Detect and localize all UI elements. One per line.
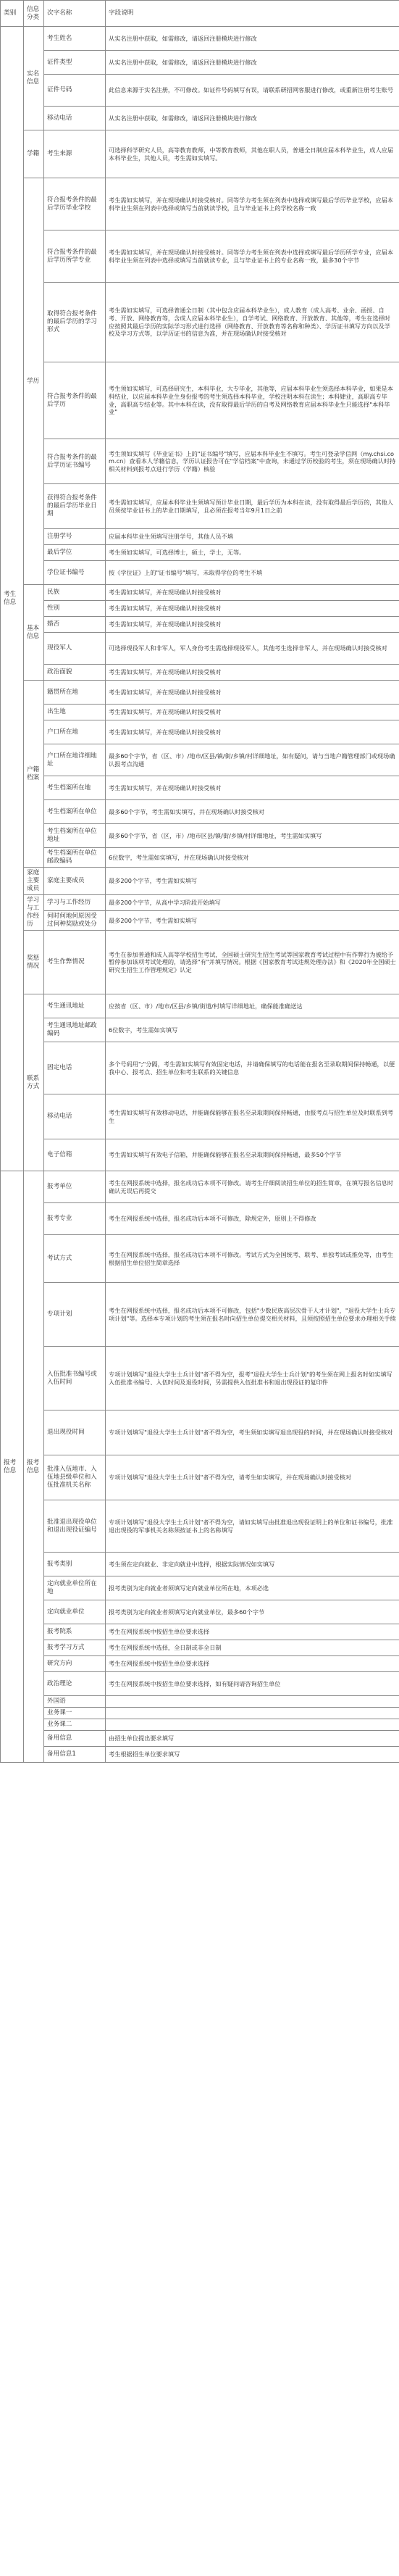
header-row [1,1,399,27]
field-name-cell: 报考院系 [44,1624,106,1640]
field-desc-cell: 多个号码用";"分隔，考生需如实填写有效固定电话，并请确保填写的电话能在报名至录取期间保持畅通，以便我中心、报考点、招生单位和考生联系的关键信息 [106,1042,399,1094]
field-name-cell: 最后学位 [44,545,106,561]
table-row [1,585,399,601]
field-name-cell: 考生档案所在地 [44,776,106,800]
table-row [1,1042,399,1094]
field-desc-cell: 考生在网报系统中按招生单位要求选择 [106,1656,399,1672]
field-desc-cell: 考生需如实填写，并在现场确认时接受核对 [106,585,399,601]
field-desc-cell: 考生在网报系统中选择，报名成功后本项不可修改，包括"少数民族高层次骨干人才计划"，"退役大学生士兵专项计划"等。选择本专项计划的考生须在报名时向招生单位提交相关材料，且须按照招生单位要求办理相关手续 [106,1283,399,1347]
table-row [1,75,399,107]
field-desc-cell: 专项计划填写"退役大学生士兵计划"者不得为空，请考生如实填写，并在现场确认时接受核对 [106,1455,399,1500]
field-name-cell: 电子信箱 [44,1139,106,1171]
field-desc-cell: 从实名注册中获取，如需修改，请返回注册模块进行修改 [106,107,399,130]
info-group-cell: 联系方式 [24,994,44,1171]
field-desc-cell: 考生在网报系统中选择，报名成功后本项不可修改。考试方式为全国统考、联考、单独考试或推免等，由考生根据招生单位招生简章选择 [106,1235,399,1283]
field-desc-cell: 考生在网报系统中按招生单位要求选择 [106,1624,399,1640]
field-desc-cell [106,1696,399,1708]
table-row [1,130,399,178]
table-row [1,439,399,484]
field-desc-cell: 可选择现役军人和非军人，军人身份考生需选择现役军人，其他考生选择非军人，并在现场确认时接受核对 [106,633,399,665]
field-desc-cell: 考生须如实填写，可选择博士，硕士，学士，无等。 [106,545,399,561]
info-group-cell: 户籍档案 [24,681,44,868]
table-row [1,994,399,1018]
field-name-cell: 符合报考条件的最后学历毕业学校 [44,178,106,230]
field-name-cell: 批准入伍地市、入伍地县级单位和入伍批准机关名称 [44,1455,106,1500]
header-category: 类别 [1,1,24,27]
field-desc-cell: 最多200个字节，考生需如实填写 [106,911,399,931]
table-row [1,1672,399,1696]
field-name-cell: 备用信息1 [44,1747,106,1763]
field-name-cell: 户口所在地 [44,720,106,744]
table-row [1,617,399,633]
table-row [1,633,399,665]
field-desc-cell: 考生需如实填写有效电子信箱，并能确保能够在报名至录取期间保持畅通，最多50个字节 [106,1139,399,1171]
field-name-cell: 考生来源 [44,130,106,178]
field-name-cell: 家庭主要成员 [44,868,106,895]
field-desc-cell: 考生须如实填写《毕业证书》上的"证书编号"填写，应届本科毕业生不填写。考生可登录学信网（my.chsi.com.cn）查看本人学籍信息，学历认证报告可在"学信档案"中查询，未通过学历校验的考生，须在现场确认时持相关材料到报考点进行学历（学籍）核验 [106,439,399,484]
field-desc-cell: 专项计划填写"退役大学生士兵计划"者不得为空，报考"退役大学生士兵计划"的考生须在网上报名时如实填写入伍批准书编号、入伍时间及退役时间，另需提供入伍批准书和退出现役证的复印件 [106,1347,399,1410]
field-name-cell: 取得符合报考条件的最后学历的学习形式 [44,283,106,362]
field-name-cell: 业务课一 [44,1708,106,1719]
field-name-cell: 定向就业单位 [44,1600,106,1624]
field-name-cell: 考生姓名 [44,27,106,51]
field-name-cell: 出生地 [44,705,106,720]
info-group-cell: 奖惩情况 [24,931,44,994]
field-desc-cell: 从实名注册中获取，如需修改，请返回注册模块进行修改 [106,27,399,51]
field-name-cell: 考生通讯地址 [44,994,106,1018]
field-desc-cell: 考生需如实填写，可选择普通全日制（其中包含应届本科毕业生），成人教育（成人高考、业余、函授、自考、开放、网络教育等，含成人应届本科毕业生），自学考试、网络教育、开放教育、其他等，考生在选择时应按照其最后学历的实际学习形式进行选择（网络教育、开放教育等名称和种类）、学历证书填写方向以及学校及学习方式等，以学历证书的信息为准，并在现场确认时接受核对 [106,283,399,362]
table-row [1,1747,399,1763]
field-desc-cell: 考生需如实填写，并在现场确认时接受核对 [106,720,399,744]
field-desc-cell: 考生需如实填写，并在现场确认时接受核对。同等学力考生须在列表中选择或填写最后学历毕业学校，应届本科毕业生须在列表中选择或填写当前就读学校，且与毕业证书上的学校名称一致 [106,178,399,230]
field-desc-cell: 6位数字，考生需如实填写 [106,1018,399,1042]
table-row [1,1553,399,1576]
table-row [1,1018,399,1042]
table-row [1,824,399,848]
field-desc-cell: 从实名注册中获取，如需修改，请返回注册模块进行修改 [106,51,399,75]
field-name-cell: 报考学习方式 [44,1640,106,1656]
table-row [1,1171,399,1203]
table-row [1,800,399,824]
table-row [1,601,399,617]
field-desc-cell: 考生需如实填写，应届本科毕业生须填写预计毕业日期，最后学历为本科在读，没有取得最后学历的，其他人员须按毕业证书上的毕业日期填写，且必须在报考当年9月1日之前 [106,484,399,529]
table-row [1,51,399,75]
table-row [1,1235,399,1283]
field-name-cell: 报考专业 [44,1203,106,1235]
field-name-cell: 考生作弊情况 [44,931,106,994]
table-row [1,1203,399,1235]
field-desc-cell: 最多200个字节，考生需如实填写 [106,868,399,895]
table-row [1,911,399,931]
header-info-group: 信息分类 [24,1,44,27]
field-desc-cell [106,1708,399,1719]
field-name-cell: 籍贯所在地 [44,681,106,705]
table-row [1,545,399,561]
field-name-cell: 户口所在地详细地址 [44,744,106,776]
field-name-cell: 考试方式 [44,1235,106,1283]
field-name-cell: 专项计划 [44,1283,106,1347]
field-name-cell: 证件类型 [44,51,106,75]
table-row [1,665,399,681]
field-name-cell: 入伍批准书编号或入伍时间 [44,1347,106,1410]
table-row [1,529,399,545]
field-desc-cell: 专项计划填写"退役大学生士兵计划"者不得为空，考生须如实填写退出现役的时间，并在现场确认时接受核对 [106,1410,399,1455]
field-name-cell: 移动电话 [44,107,106,130]
table-row [1,362,399,439]
table-row [1,1410,399,1455]
field-name-cell: 备用信息 [44,1731,106,1747]
table-row [1,1656,399,1672]
field-name-cell: 证件号码 [44,75,106,107]
field-desc-cell: 专项计划填写"退役大学生士兵计划"者不得为空，请如实填写由批准退出现役证明上的单位和证书编号，批准退出现役的军事机关名称须按证书上的名称填写 [106,1500,399,1553]
field-name-cell: 学位证书编号 [44,561,106,585]
field-name-cell: 现役军人 [44,633,106,665]
table-row [1,1600,399,1624]
table-row [1,1455,399,1500]
category-cell: 考生信息 [1,27,24,1171]
field-name-cell: 外国语 [44,1696,106,1708]
field-desc-cell: 最多60个字节，省（区、市）/地市/区县/镇/街/乡镇/村详细地址，如有疑问，请与当地户籍管理部门或现场确认报考点沟通 [106,744,399,776]
table-row [1,1708,399,1719]
field-name-cell: 获得符合报考条件的最后学历毕业日期 [44,484,106,529]
field-desc-cell: 最多60个字节，考生需如实填写，并在现场确认时接受核对 [106,800,399,824]
field-desc-cell: 考生需如实填写，并在现场确认时接受核对 [106,665,399,681]
header-field-name: 次字名称 [44,1,106,27]
field-name-cell: 何时何地何原因受过何种奖励或处分 [44,911,106,931]
field-name-cell: 报考单位 [44,1171,106,1203]
table-row [1,931,399,994]
table-row [1,1696,399,1708]
table-row [1,868,399,895]
field-name-cell: 研究方向 [44,1656,106,1672]
table-row [1,1283,399,1347]
field-name-cell: 民族 [44,585,106,601]
field-name-cell: 报考类别 [44,1553,106,1576]
table-row [1,283,399,362]
field-desc-cell: 应届本科毕业生须填写注册学号，其他人员不填 [106,529,399,545]
field-desc-cell: 最多200个字节，从高中学习阶段开始填写 [106,895,399,911]
field-name-cell: 退出现役时间 [44,1410,106,1455]
info-group-cell: 实名信息 [24,27,44,130]
table-row [1,27,399,51]
table-row [1,1347,399,1410]
field-name-cell: 符合报考条件的最后学历所学专业 [44,230,106,283]
table-row [1,744,399,776]
field-desc-cell: 考生需如实填写，并在现场确认时接受核对 [106,705,399,720]
field-desc-cell: 报考类别为定向就业者须填写定向就业单位，最多60个字节 [106,1600,399,1624]
field-desc-cell: 由招生单位提出要求填写 [106,1731,399,1747]
field-desc-cell: 考生须如实填写，可选择研究生，本科毕业，大专毕业，其他等，应届本科毕业生须选择本科毕业，如果是本科结业，以应届本科毕业生身份报考的考生须选择本科毕业，学校注明本科在读生；本科肄业，高职高专毕业，高职高专结业等。其中本科在读，没有取得最后学历的自考及网络教育应届本科毕业生只能选择"本科毕业" [106,362,399,439]
info-group-cell: 家庭主要成员 [24,868,44,895]
field-desc-cell: 可选择科学研究人员，高等教育教师，中等教育教师，其他在职人员，普通全日制应届本科毕业生，成人应届本科毕业生，其他人员，考生需如实填写。 [106,130,399,178]
field-name-cell: 政治理论 [44,1672,106,1696]
field-desc-cell: 考生在参加普通和成人高等学校招生考试，全国硕士研究生招生考试等国家教育考试过程中有作弊行为被给予暂停参加该项考试处理的，请选择"有"并填写情况。根据《国家教育考试违规处理办法》和《2020年全国硕士研究生招生工作管理规定》认定 [106,931,399,994]
table-row [1,1094,399,1139]
info-group-cell: 学籍 [24,130,44,178]
field-desc-cell: 考生在网报系统中按招生单位要求选择，如有疑问请咨询招生单位 [106,1672,399,1696]
field-desc-cell: 考生在网报系统中选择，报名成功后本项不可修改。请考生仔细阅读招生单位的招生简章，在填写报名信息时确认无误后再提交 [106,1171,399,1203]
table-row [1,1719,399,1731]
table-row [1,1500,399,1553]
field-desc-cell: 考生须在定向就业、非定向就业中选择，根据实际情况如实填写 [106,1553,399,1576]
field-name-cell: 婚否 [44,617,106,633]
field-desc-cell: 报考类别为定向就业者须填写定向就业单位所在地，本项必选 [106,1576,399,1600]
field-name-cell: 符合报考条件的最后学历 [44,362,106,439]
table-row [1,1139,399,1171]
table-row [1,776,399,800]
table-row [1,561,399,585]
field-name-cell: 性别 [44,601,106,617]
table-row [1,484,399,529]
field-desc-cell: 此信息来源于实名注册，不可修改。如证件号码填写有误，请联系研招网客服进行修改，或重新注册考生账号 [106,75,399,107]
field-desc-cell: 考生需如实填写有效移动电话，并能确保能够在报名至录取期间保持畅通，由报考点与招生单位及时联系到考生 [106,1094,399,1139]
field-name-cell: 移动电话 [44,1094,106,1139]
table-row [1,1640,399,1656]
field-name-cell: 批准退出现役单位和退出现役证编号 [44,1500,106,1553]
info-group-cell: 学历 [24,178,44,585]
table-body [1,27,399,1763]
field-desc-cell: 考生在网报系统中选择，报名成功后本项不可修改，除规定外，原则上不得修改 [106,1203,399,1235]
table-row [1,895,399,911]
table-row [1,1624,399,1640]
field-desc-cell: 考生需如实填写，并在现场确认时接受核对 [106,776,399,800]
field-desc-cell: 6位数字，考生需如实填写，并在现场确认时接受核对 [106,848,399,868]
field-desc-cell: 考生需如实填写，并在现场确认时接受核对 [106,681,399,705]
field-desc-cell: 考生需如实填写，并在现场确认时接受核对 [106,601,399,617]
table-row [1,720,399,744]
field-desc-cell: 应按省（区、市）/地市/区县/乡镇/街道/村填写详细地址，确保能准确送达 [106,994,399,1018]
header-field-desc: 字段说明 [106,1,399,27]
info-group-cell: 学习与工作经历 [24,895,44,931]
category-cell: 报考信息 [1,1171,24,1763]
field-name-cell: 业务课二 [44,1719,106,1731]
table-row [1,1731,399,1747]
field-desc-cell: 按《学位证》上的"证书编号"填写，未取得学位的考生不填 [106,561,399,585]
info-group-cell: 基本信息 [24,585,44,681]
field-name-cell: 考生档案所在单位 [44,800,106,824]
field-desc-cell: 考生需如实填写，并在现场确认时接受核对。同等学力考生须在列表中选择或填写最后学历所学专业，应届本科毕业生须在列表中选择或填写当前就读专业，且与毕业证书上的专业名称一致，最多30个字节 [106,230,399,283]
table-row [1,178,399,230]
field-name-cell: 考生档案所在单位邮政编码 [44,848,106,868]
field-name-cell: 符合报考条件的最后学历证书编号 [44,439,106,484]
field-desc-cell [106,1719,399,1731]
table-row [1,705,399,720]
field-name-cell: 考生档案所在单位地址 [44,824,106,848]
table-row [1,107,399,130]
info-group-cell: 报考信息 [24,1171,44,1763]
field-desc-cell: 最多60个字节，省（区，市）/地市区县/镇/街/乡镇/村详细地址，考生需如实填写 [106,824,399,848]
field-name-cell: 注册学号 [44,529,106,545]
table-row [1,1576,399,1600]
field-name-cell: 学习与工作经历 [44,895,106,911]
field-desc-cell: 考生需如实填写，并在现场确认时接受核对 [106,617,399,633]
field-name-cell: 固定电话 [44,1042,106,1094]
field-name-cell: 政治面貌 [44,665,106,681]
field-desc-cell: 考生在网报系统中选择，全日制或非全日制 [106,1640,399,1656]
field-desc-cell: 考生根据招生单位要求填写 [106,1747,399,1763]
table-row [1,230,399,283]
table-row [1,681,399,705]
table-row [1,848,399,868]
field-name-cell: 考生通讯地址邮政编码 [44,1018,106,1042]
field-name-cell: 定向就业单位所在地 [44,1576,106,1600]
